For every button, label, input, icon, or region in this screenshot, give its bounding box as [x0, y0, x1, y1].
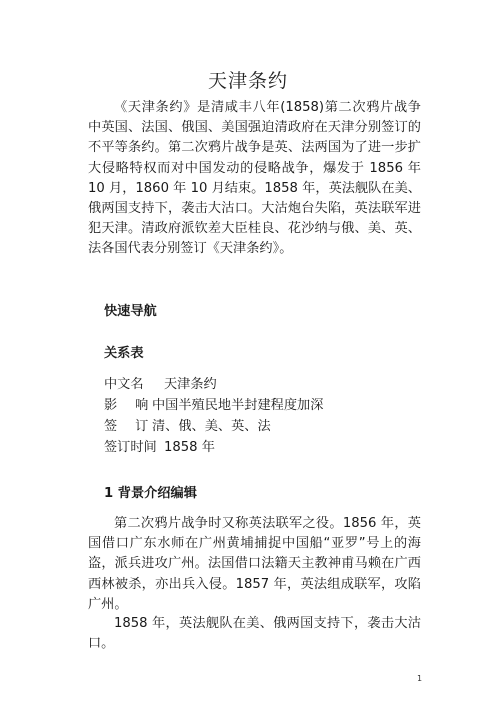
- info-key: 签订: [104, 419, 167, 434]
- info-row: [104, 395, 323, 416]
- info-key: 中文名: [104, 377, 144, 392]
- info-value: 1858 年: [164, 440, 215, 455]
- intro-paragraph: 《天津条约》是清咸丰八年(1858)第二次鸦片战争中英国、法国、俄国、美国强迫清政府在天津分别签订的不平等条约。第二次鸦片战争是英、法两国为了进一步扩大侵略特权而对中国发动的侵略战争，爆发于 1856 年 10 月，1860 年 10 月结束。1858 年，英法舰队在美、俄两国支持下，袭击大沽口。大沽炮台失陷，英法联军进犯天津。清政府派钦差大臣桂良、花沙纳与俄、美、英、法各国代表分别签订《天津条约》。: [88, 100, 421, 257]
- page-title: 天津条约: [207, 70, 288, 92]
- quick-nav-heading: 快速导航: [104, 304, 157, 319]
- info-key: 影响: [104, 398, 167, 413]
- relation-table-heading: 关系表: [104, 346, 144, 361]
- background-heading: 1 背景介绍编辑: [104, 486, 197, 501]
- info-row: [104, 374, 323, 395]
- info-row: [104, 437, 323, 458]
- info-list: [104, 374, 323, 458]
- info-value: 天津条约: [164, 377, 217, 392]
- info-value: 中国半殖民地半封建程度加深: [152, 398, 324, 413]
- page-number: 1: [417, 674, 423, 683]
- info-row: [104, 416, 323, 437]
- background-paragraph: 第二次鸦片战争时又称英法联军之役。1856 年，英国借口广东水师在广州黄埔捕捉中国船“亚罗”号上的海盗，派兵进攻广州。法国借口法籍天主教神甫马赖在广西西林被杀，亦出兵入侵。1857 年，英法组成联军，攻陷广州。: [88, 516, 421, 612]
- info-value: 清、俄、美、英、法: [152, 419, 271, 434]
- info-key: 签订时间: [104, 440, 157, 455]
- background-paragraph: 1858 年，英法舰队在美、俄两国支持下，袭击大沽口。: [88, 616, 421, 652]
